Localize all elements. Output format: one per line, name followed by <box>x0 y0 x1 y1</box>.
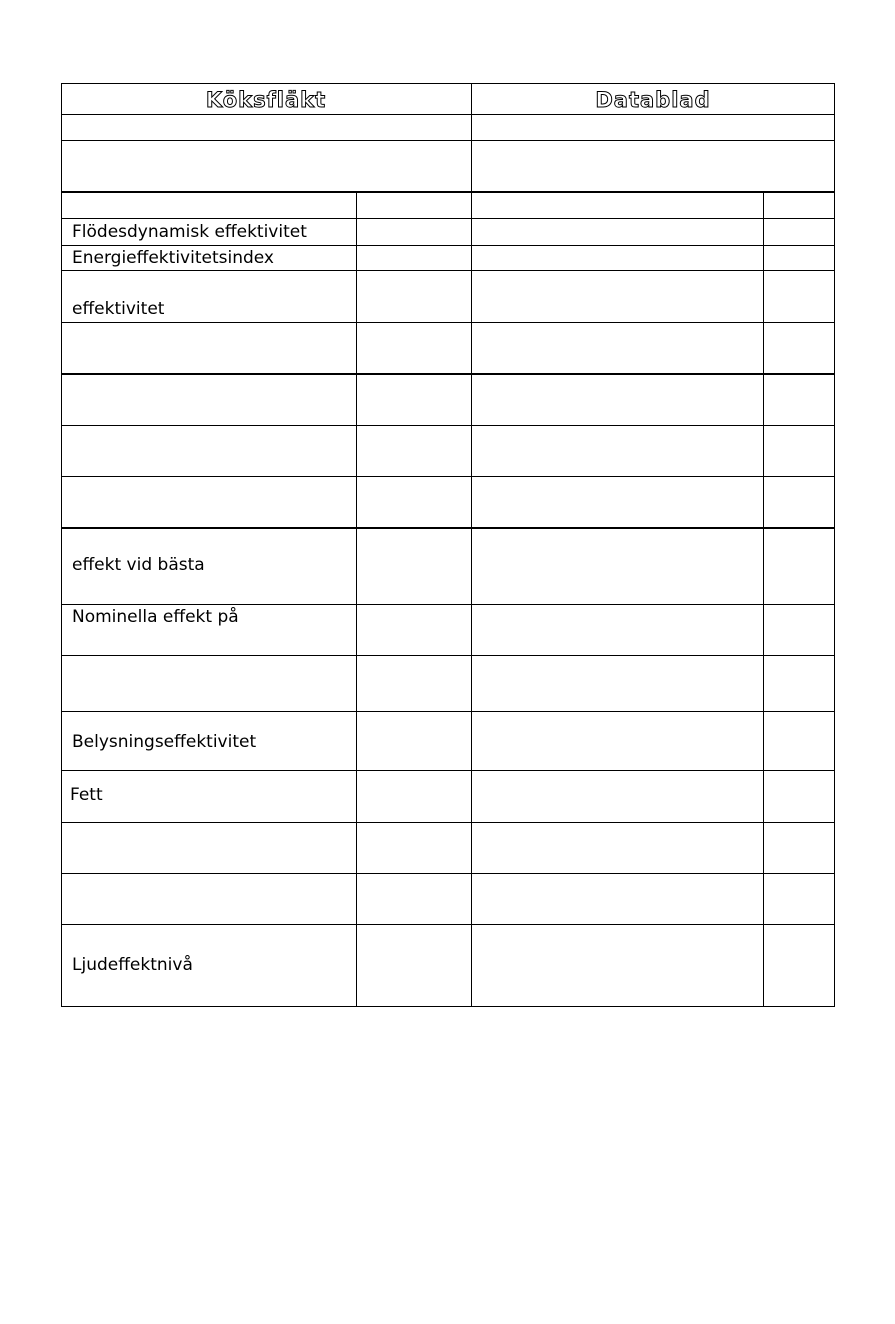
rule <box>61 140 835 141</box>
hood-title: Köksfläkt <box>205 88 327 112</box>
rule <box>61 218 835 219</box>
datasheet-title: Datablad <box>595 88 711 112</box>
rule-left <box>61 83 62 1007</box>
rule <box>61 822 835 823</box>
rule <box>61 270 835 271</box>
row-label-flow-efficiency: Flödesdynamisk effektivitet <box>72 222 307 242</box>
rule <box>61 711 835 712</box>
row-label-sound-power: Ljudeffektnivå <box>72 955 193 975</box>
rule-unit-col <box>763 192 764 1007</box>
rule-thick <box>61 527 835 529</box>
row-label-efficiency: effektivitet <box>72 299 165 319</box>
rule-thick <box>61 191 835 193</box>
rule <box>61 245 835 246</box>
rule-thick <box>61 373 835 375</box>
rule <box>61 476 835 477</box>
rule <box>61 322 835 323</box>
rule <box>61 924 835 925</box>
rule-top <box>61 83 835 84</box>
rule-bottom <box>61 1006 835 1007</box>
row-label-grease: Fett <box>70 785 103 805</box>
row-label-power-best: effekt vid bästa <box>72 555 205 575</box>
rule <box>61 873 835 874</box>
rule <box>61 114 835 115</box>
rule-value-col <box>356 192 357 1007</box>
rule <box>61 425 835 426</box>
rule-right <box>834 83 835 1007</box>
row-label-energy-index: Energieffektivitetsindex <box>72 248 274 268</box>
rule <box>61 770 835 771</box>
rule <box>61 604 835 605</box>
rule <box>61 655 835 656</box>
rule-center <box>471 83 472 1007</box>
row-label-lighting-efficiency: Belysningseffektivitet <box>72 732 257 752</box>
row-label-nominal-power: Nominella effekt på <box>72 607 239 627</box>
